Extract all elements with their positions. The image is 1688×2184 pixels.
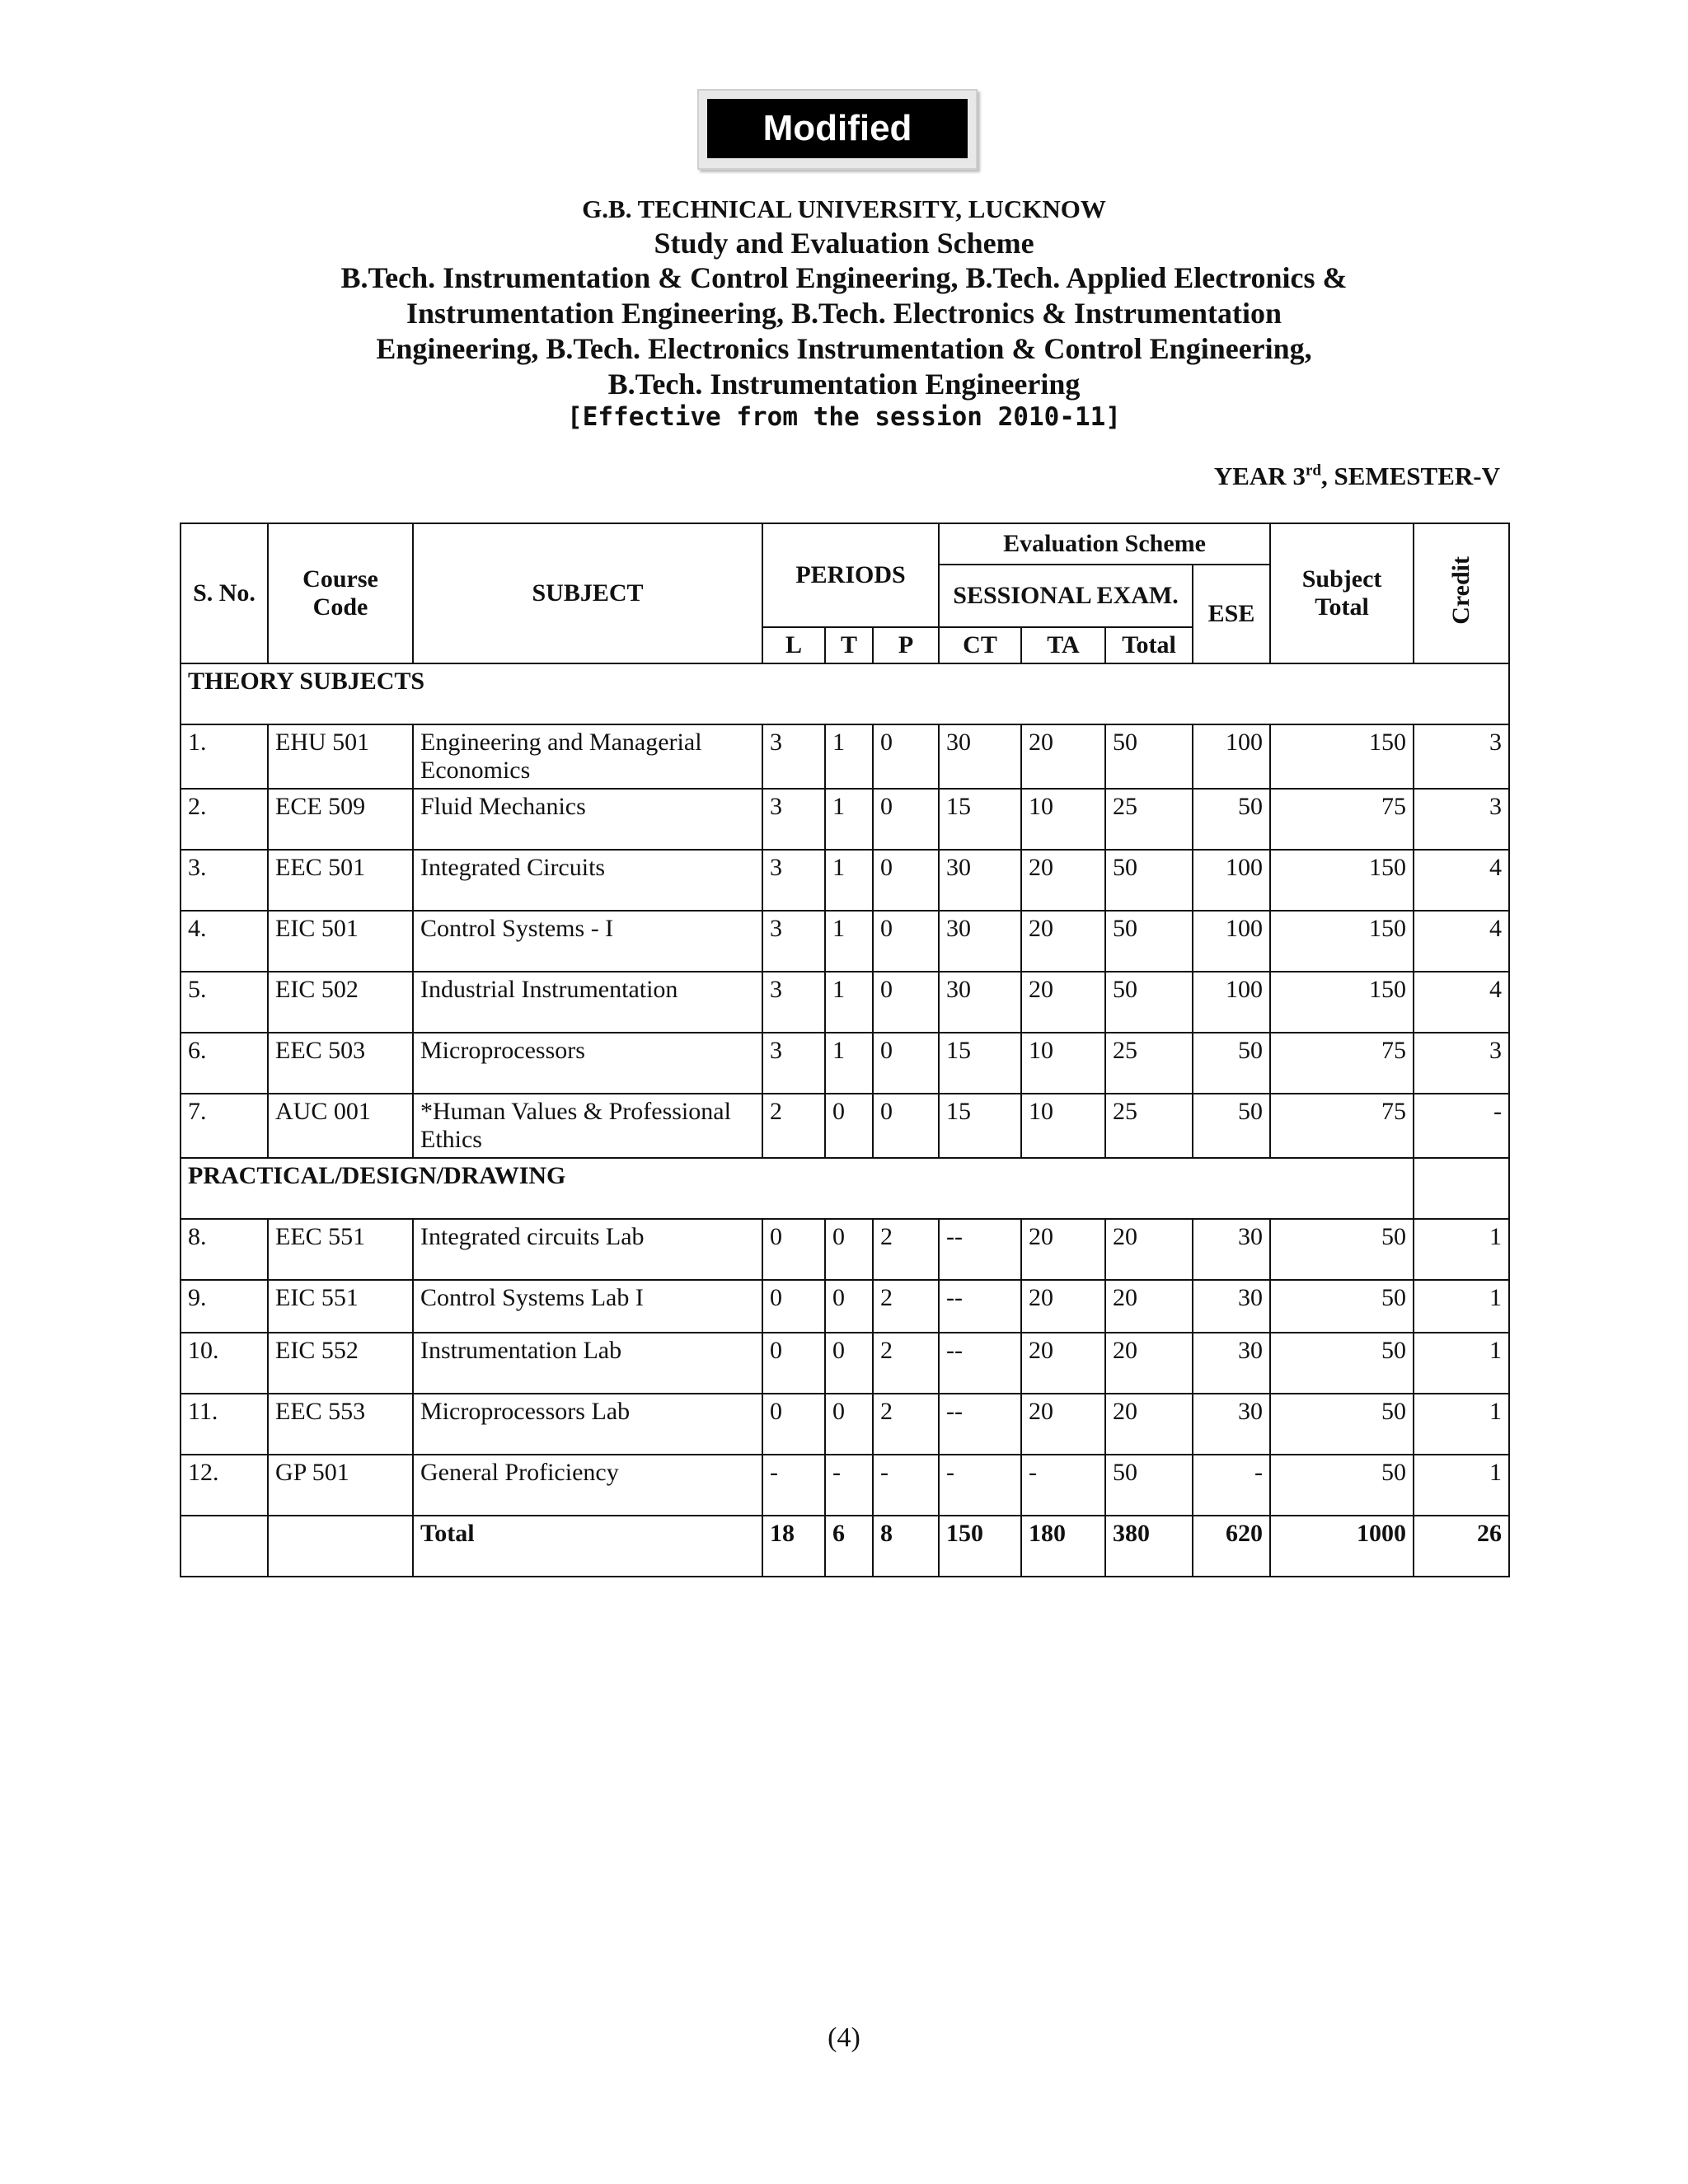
cell-course-code: EIC 552 [268,1333,413,1394]
cell-course-code: EEC 553 [268,1394,413,1455]
cell-credit: 3 [1414,789,1509,850]
cell-credit: 4 [1414,850,1509,911]
cell-ese: 50 [1193,789,1270,850]
cell-credit: 4 [1414,972,1509,1033]
programme-line: B.Tech. Instrumentation Engineering [607,368,1081,401]
header-t: T [825,627,873,663]
cell-subject: Instrumentation Lab [413,1333,762,1394]
cell-p: 0 [873,850,939,911]
cell-p: 0 [873,724,939,789]
cell-p: 0 [873,972,939,1033]
cell-course-code: GP 501 [268,1455,413,1516]
table-row [181,1455,1509,1516]
cell-course-code: EEC 503 [268,1033,413,1094]
cell-subject-total: 75 [1270,789,1414,850]
cell-l: - [762,1455,825,1516]
cell-credit: 3 [1414,1033,1509,1094]
programme-line: Instrumentation Engineering, B.Tech. Electronics & Instrumentation [406,297,1282,330]
cell-total: 50 [1105,911,1193,972]
cell-ct: -- [939,1280,1021,1333]
cell-course-code: EIC 502 [268,972,413,1033]
cell-p: 0 [873,789,939,850]
cell-credit: 1 [1414,1219,1509,1280]
table-row [181,911,1509,972]
cell-ese: 30 [1193,1280,1270,1333]
cell-sno: 11. [181,1394,268,1455]
cell-ta: 20 [1021,1394,1105,1455]
cell-t: 1 [825,1033,873,1094]
cell-course-code: AUC 001 [268,1094,413,1158]
cell-ese: 620 [1193,1516,1270,1577]
cell-ta: - [1021,1455,1105,1516]
year-prefix: YEAR 3 [1213,462,1306,490]
cell-sno: 9. [181,1280,268,1333]
header-ct: CT [939,627,1021,663]
header-l: L [762,627,825,663]
cell-total: 25 [1105,1094,1193,1158]
cell-subject: Industrial Instrumentation [413,972,762,1033]
header-subject: SUBJECT [413,523,762,663]
theory-section-label: THEORY SUBJECTS [181,663,1509,724]
cell-sno: 5. [181,972,268,1033]
cell-total: 50 [1105,972,1193,1033]
cell-t: 1 [825,850,873,911]
cell-sno [181,1516,268,1577]
cell-ese: 100 [1193,911,1270,972]
cell-t: 0 [825,1094,873,1158]
cell-total: 380 [1105,1516,1193,1577]
header-p: P [873,627,939,663]
cell-sno: 2. [181,789,268,850]
cell-l: 3 [762,724,825,789]
cell-ct: -- [939,1333,1021,1394]
cell-t: 0 [825,1280,873,1333]
header-ese: ESE [1193,565,1270,663]
cell-course-code: EIC 501 [268,911,413,972]
cell-ct: -- [939,1394,1021,1455]
practical-section-row [181,1158,1509,1219]
table-row [181,1219,1509,1280]
cell-t: 0 [825,1333,873,1394]
cell-ta: 10 [1021,1094,1105,1158]
cell-p: 2 [873,1280,939,1333]
cell-subject-total: 150 [1270,850,1414,911]
cell-l: 3 [762,1033,825,1094]
cell-ese: 30 [1193,1219,1270,1280]
cell-total: 20 [1105,1333,1193,1394]
table-row [181,1394,1509,1455]
cell-ta: 20 [1021,1280,1105,1333]
cell-credit: 1 [1414,1394,1509,1455]
cell-subject: Control Systems - I [413,911,762,972]
cell-l: 3 [762,911,825,972]
cell-credit: 4 [1414,911,1509,972]
cell-subject: Fluid Mechanics [413,789,762,850]
cell-p: 2 [873,1394,939,1455]
cell-sno: 12. [181,1455,268,1516]
cell-ct: 15 [939,1094,1021,1158]
cell-ta: 20 [1021,972,1105,1033]
cell-sno: 4. [181,911,268,972]
cell-ta: 10 [1021,789,1105,850]
cell-ct: 30 [939,850,1021,911]
cell-subject-total: 50 [1270,1280,1414,1333]
year-sup: rd [1305,462,1321,480]
cell-ese: 50 [1193,1094,1270,1158]
cell-ct: 30 [939,911,1021,972]
cell-subject-total: 150 [1270,972,1414,1033]
cell-sno: 10. [181,1333,268,1394]
cell-credit: 1 [1414,1455,1509,1516]
cell-ese: 100 [1193,972,1270,1033]
cell-sno: 1. [181,724,268,789]
cell-subject: Control Systems Lab I [413,1280,762,1333]
cell-sno: 3. [181,850,268,911]
table-row [181,1280,1509,1333]
theory-section-row [181,663,1509,724]
cell-ese: 100 [1193,850,1270,911]
cell-l: 0 [762,1394,825,1455]
total-row [181,1516,1509,1577]
cell-course-code: EHU 501 [268,724,413,789]
table-row [181,972,1509,1033]
cell-total: 20 [1105,1394,1193,1455]
year-semester [1214,462,1500,491]
cell-ese: 30 [1193,1333,1270,1394]
cell-subject-total: 1000 [1270,1516,1414,1577]
cell-subject: Integrated Circuits [413,850,762,911]
cell-l: 3 [762,789,825,850]
cell-p: 0 [873,1094,939,1158]
cell-ct: - [939,1455,1021,1516]
cell-total: 20 [1105,1280,1193,1333]
cell-sno: 8. [181,1219,268,1280]
cell-subject-total: 150 [1270,724,1414,789]
cell-t: 1 [825,972,873,1033]
modified-badge-label: Modified [707,99,968,158]
cell-p: 0 [873,1033,939,1094]
cell-subject: General Proficiency [413,1455,762,1516]
cell-credit: 26 [1414,1516,1509,1577]
cell-total: 50 [1105,724,1193,789]
cell-total: 20 [1105,1219,1193,1280]
cell-subject: Microprocessors [413,1033,762,1094]
cell-subject-total: 75 [1270,1094,1414,1158]
cell-subject: Engineering and Managerial Economics [413,724,762,789]
cell-ta: 10 [1021,1033,1105,1094]
cell-course-code: EEC 501 [268,850,413,911]
cell-subject: *Human Values & Professional Ethics [413,1094,762,1158]
cell-course-code: EIC 551 [268,1280,413,1333]
table-row [181,1033,1509,1094]
page-number: (4) [828,2022,860,2053]
cell-credit: 1 [1414,1280,1509,1333]
cell-l: 3 [762,972,825,1033]
cell-ta: 20 [1021,724,1105,789]
programme-line: B.Tech. Instrumentation & Control Engineering, B.Tech. Applied Electronics & [340,261,1348,294]
cell-subject-total: 150 [1270,911,1414,972]
cell-ese: 100 [1193,724,1270,789]
cell-sno: 7. [181,1094,268,1158]
cell-t: - [825,1455,873,1516]
cell-ese: 50 [1193,1033,1270,1094]
year-suffix: , SEMESTER-V [1320,462,1500,490]
cell-credit: 1 [1414,1333,1509,1394]
cell-total: 50 [1105,1455,1193,1516]
cell-l: 3 [762,850,825,911]
cell-ese: 30 [1193,1394,1270,1455]
cell-course-code: ECE 509 [268,789,413,850]
table-row [181,724,1509,789]
table-row [181,789,1509,850]
cell-p: 8 [873,1516,939,1577]
cell-credit: 3 [1414,724,1509,789]
effective-session: [Effective from the session 2010-11] [567,402,1121,432]
cell-t: 1 [825,724,873,789]
cell-ct: 15 [939,789,1021,850]
cell-ct: -- [939,1219,1021,1280]
header-sno: S. No. [181,523,268,663]
cell-t: 1 [825,789,873,850]
cell-t: 1 [825,911,873,972]
cell-ta: 20 [1021,850,1105,911]
cell-total: 25 [1105,1033,1193,1094]
header-credit-label: Credit [1447,555,1475,625]
cell-ta: 20 [1021,1219,1105,1280]
cell-course-code: EEC 551 [268,1219,413,1280]
table-row [181,850,1509,911]
cell-sno: 6. [181,1033,268,1094]
practical-section-label: PRACTICAL/DESIGN/DRAWING [181,1158,1414,1219]
cell-ta: 20 [1021,911,1105,972]
cell-p: 2 [873,1333,939,1394]
table-row [181,1094,1509,1158]
cell-subject: Microprocessors Lab [413,1394,762,1455]
cell-subject-total: 50 [1270,1394,1414,1455]
header-total: Total [1105,627,1193,663]
cell-t: 0 [825,1219,873,1280]
cell-t: 0 [825,1394,873,1455]
programmes-list [0,260,1688,402]
cell-l: 0 [762,1333,825,1394]
header-credit [1414,523,1509,663]
cell-l: 0 [762,1219,825,1280]
cell-ta: 20 [1021,1333,1105,1394]
cell-subject-total: 75 [1270,1033,1414,1094]
cell-credit: - [1414,1094,1509,1158]
cell-ct: 30 [939,724,1021,789]
cell-l: 18 [762,1516,825,1577]
cell-ese: - [1193,1455,1270,1516]
header-evaluation-scheme: Evaluation Scheme [939,523,1270,565]
cell-t: 6 [825,1516,873,1577]
cell-subject-total: 50 [1270,1455,1414,1516]
cell-p: 0 [873,911,939,972]
practical-section-blank [1414,1158,1509,1219]
cell-ct: 150 [939,1516,1021,1577]
cell-p: 2 [873,1219,939,1280]
modified-badge [697,89,978,170]
university-name: G.B. TECHNICAL UNIVERSITY, LUCKNOW [582,194,1106,223]
programme-line: Engineering, B.Tech. Electronics Instrumentation & Control Engineering, [376,332,1312,365]
cell-course-code [268,1516,413,1577]
header-subject-total: Subject Total [1270,523,1414,663]
cell-subject: Integrated circuits Lab [413,1219,762,1280]
cell-subject: Total [413,1516,762,1577]
cell-ct: 15 [939,1033,1021,1094]
header-periods: PERIODS [762,523,939,627]
cell-ct: 30 [939,972,1021,1033]
cell-l: 2 [762,1094,825,1158]
header-ta: TA [1021,627,1105,663]
cell-p: - [873,1455,939,1516]
cell-subject-total: 50 [1270,1333,1414,1394]
scheme-title: Study and Evaluation Scheme [654,227,1034,260]
cell-ta: 180 [1021,1516,1105,1577]
evaluation-table [180,523,1510,1577]
table-row [181,1333,1509,1394]
header-course-code: Course Code [268,523,413,663]
cell-l: 0 [762,1280,825,1333]
header-sessional-exam: SESSIONAL EXAM. [939,565,1193,627]
cell-subject-total: 50 [1270,1219,1414,1280]
cell-total: 25 [1105,789,1193,850]
cell-total: 50 [1105,850,1193,911]
